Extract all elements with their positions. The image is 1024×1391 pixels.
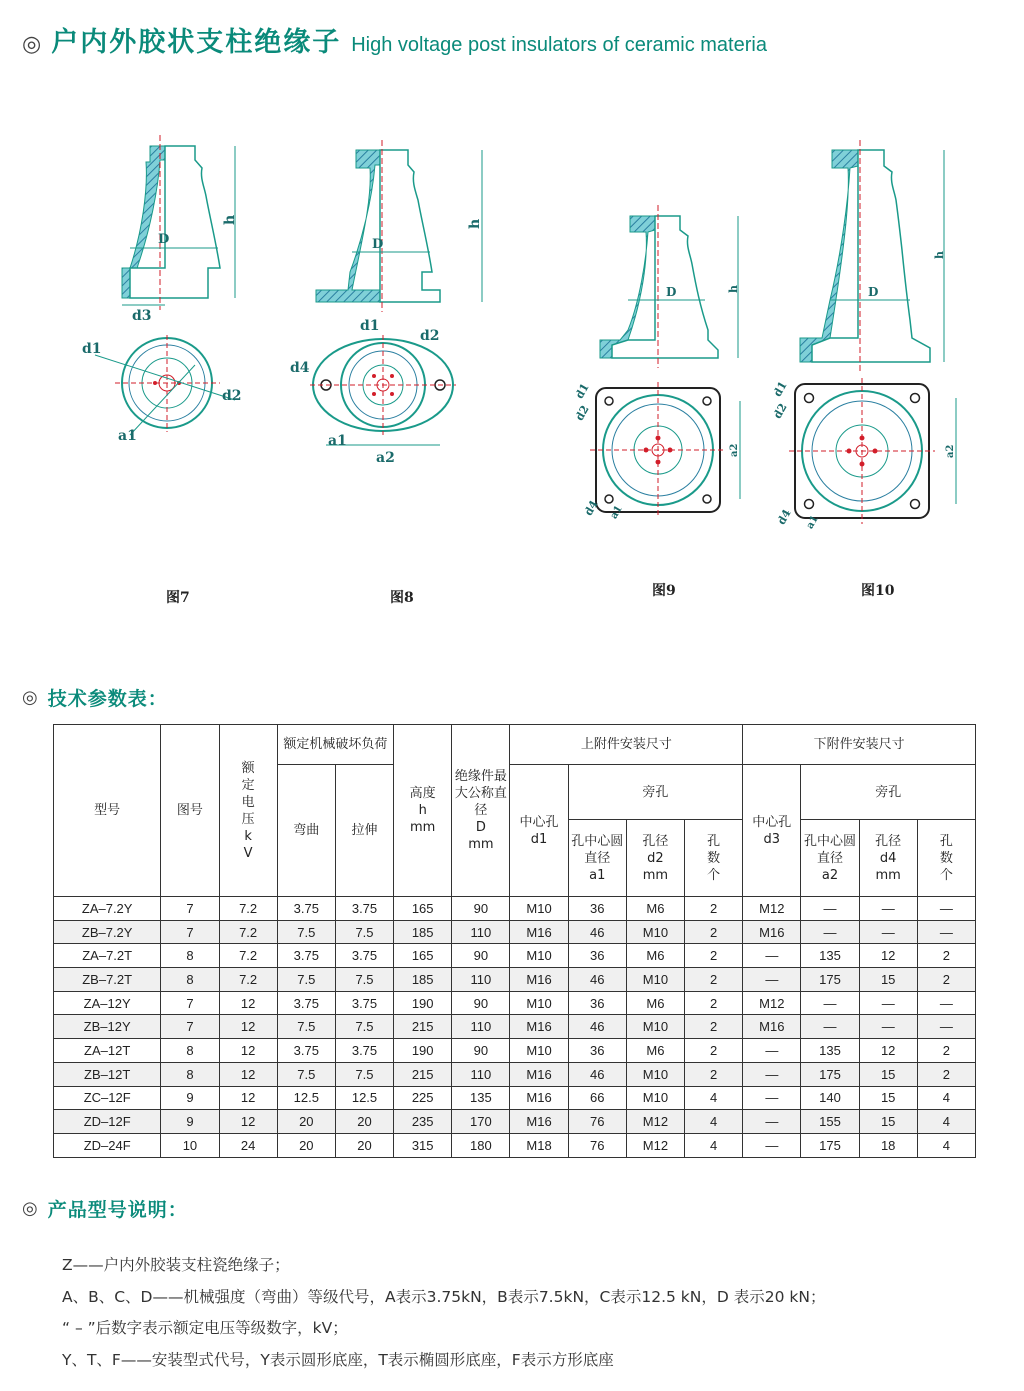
table-cell: M16 — [510, 1015, 568, 1039]
header-center-hole-d3: 中心孔 d3 — [743, 765, 801, 897]
header-circle-a1: 孔中心圆直径 a1 — [568, 820, 626, 897]
header-hole-d4: 孔径 d4 mm — [859, 820, 917, 897]
dimension-d4-label: d4 — [581, 498, 601, 518]
figure-9-drawing — [573, 205, 740, 521]
dimension-a2-label: a2 — [945, 444, 956, 458]
dimension-a1-label: a1 — [118, 428, 137, 444]
table-cell: 4 — [917, 1133, 975, 1157]
table-cell: ZA–7.2T — [54, 944, 161, 968]
header-lower-fitting: 下附件安装尺寸 — [743, 725, 976, 765]
table-cell: 90 — [452, 944, 510, 968]
table-cell: 7.2 — [219, 897, 277, 921]
header-hole-count-upper: 孔数个 — [685, 820, 743, 897]
table-cell: M16 — [510, 968, 568, 992]
dimension-D-label: D — [868, 285, 879, 299]
note-line: “ – ”后数字表示额定电压等级数字，kV； — [62, 1319, 348, 1337]
table-cell: 7.5 — [277, 968, 335, 992]
dimension-h-label: h — [467, 218, 483, 229]
table-cell: 315 — [394, 1133, 452, 1157]
table-cell: 3.75 — [277, 897, 335, 921]
table-cell: — — [743, 968, 801, 992]
model-section-heading — [22, 1195, 188, 1222]
dimension-D-label: D — [372, 237, 384, 252]
table-cell: 165 — [394, 944, 452, 968]
table-cell: 36 — [568, 897, 626, 921]
insulator-drawings — [0, 100, 1024, 640]
table-cell: 9 — [161, 1086, 219, 1110]
table-cell: ZA–7.2Y — [54, 897, 161, 921]
table-cell: M16 — [510, 920, 568, 944]
table-cell: ZD–12F — [54, 1110, 161, 1134]
header-model: 型号 — [54, 725, 161, 897]
table-cell: 155 — [801, 1110, 859, 1134]
spec-section-heading — [22, 684, 168, 711]
table-cell: ZD–24F — [54, 1133, 161, 1157]
table-cell: 2 — [685, 1015, 743, 1039]
dimension-h-label: h — [933, 251, 946, 259]
table-cell: — — [859, 920, 917, 944]
table-row — [54, 1015, 976, 1039]
table-cell: 8 — [161, 968, 219, 992]
header-center-hole-d1: 中心孔 d1 — [510, 765, 568, 897]
table-cell: 7.5 — [335, 1062, 393, 1086]
table-cell: 7.5 — [277, 920, 335, 944]
table-cell: 20 — [277, 1110, 335, 1134]
header-voltage: 额定电压kV — [219, 725, 277, 897]
table-cell: 36 — [568, 991, 626, 1015]
table-cell: 15 — [859, 968, 917, 992]
table-cell: M16 — [510, 1110, 568, 1134]
header-height: 高度 h mm — [394, 725, 452, 897]
table-cell: M10 — [626, 920, 684, 944]
header-hole-d2: 孔径 d2 mm — [626, 820, 684, 897]
table-cell: — — [801, 991, 859, 1015]
table-cell: 18 — [859, 1133, 917, 1157]
figure-10-drawing — [771, 140, 956, 531]
bullet-icon: ◎ — [22, 687, 38, 708]
header-circle-a2: 孔中心圆直径 a2 — [801, 820, 859, 897]
table-cell: 110 — [452, 920, 510, 944]
table-row — [54, 991, 976, 1015]
page-header — [22, 20, 767, 59]
page-title-english: High voltage post insulators of ceramic materia — [351, 34, 767, 56]
dimension-d2-label: d2 — [222, 388, 242, 404]
table-cell: 24 — [219, 1133, 277, 1157]
dimension-d4-label: d4 — [290, 360, 310, 376]
table-cell: ZA–12T — [54, 1039, 161, 1063]
table-cell: 4 — [685, 1110, 743, 1134]
dimension-d-label: d1 — [360, 318, 380, 334]
table-row — [54, 1086, 976, 1110]
table-cell: — — [743, 1110, 801, 1134]
table-cell: 2 — [917, 944, 975, 968]
table-cell: 135 — [452, 1086, 510, 1110]
table-cell: 135 — [801, 1039, 859, 1063]
dimension-a1-label: a1 — [608, 503, 625, 521]
table-cell: — — [917, 991, 975, 1015]
table-row — [54, 1133, 976, 1157]
table-cell: 12 — [219, 1086, 277, 1110]
dimension-d4-label: d4 — [774, 507, 794, 527]
dimension-a2-label: a2 — [729, 443, 740, 457]
table-row — [54, 1039, 976, 1063]
note-line: Y、T、F——安装型式代号，Y表示圆形底座，T表示椭圆形底座，F表示方形底座 — [62, 1350, 614, 1369]
figure-8-caption: 图8 — [390, 590, 414, 606]
table-cell: 20 — [277, 1133, 335, 1157]
table-cell: ZB–12Y — [54, 1015, 161, 1039]
table-cell: 4 — [685, 1133, 743, 1157]
table-cell: M12 — [626, 1133, 684, 1157]
dimension-D-label: D — [158, 232, 170, 247]
table-cell: 90 — [452, 1039, 510, 1063]
table-cell: M18 — [510, 1133, 568, 1157]
dimension-d2-label: d2 — [572, 403, 592, 423]
table-cell: 225 — [394, 1086, 452, 1110]
header-figure: 图号 — [161, 725, 219, 897]
table-cell: 15 — [859, 1086, 917, 1110]
table-cell: 20 — [335, 1110, 393, 1134]
header-diameter: 绝缘件最大公称直径 D mm — [452, 725, 510, 897]
table-cell: — — [917, 897, 975, 921]
table-cell: 3.75 — [277, 991, 335, 1015]
table-cell: 3.75 — [277, 944, 335, 968]
spec-section-title: 技术参数表： — [47, 688, 168, 710]
table-cell: 46 — [568, 920, 626, 944]
table-cell: 2 — [685, 968, 743, 992]
table-cell: M10 — [510, 1039, 568, 1063]
table-cell: 190 — [394, 1039, 452, 1063]
dimension-D-label: D — [666, 285, 677, 299]
figure-10-caption: 图10 — [861, 583, 895, 599]
table-cell: M6 — [626, 991, 684, 1015]
table-cell: 8 — [161, 1062, 219, 1086]
table-cell: 110 — [452, 1015, 510, 1039]
table-cell: 4 — [685, 1086, 743, 1110]
table-cell: 76 — [568, 1110, 626, 1134]
header-tension: 拉伸 — [335, 765, 393, 897]
table-cell: M10 — [510, 991, 568, 1015]
dimension-h-label: h — [727, 285, 740, 293]
table-cell: 4 — [917, 1110, 975, 1134]
figure-9-caption: 图9 — [652, 583, 676, 599]
figure-7-drawing — [82, 135, 242, 444]
table-cell: 190 — [394, 991, 452, 1015]
table-cell: 185 — [394, 968, 452, 992]
table-cell: M10 — [626, 968, 684, 992]
table-cell: — — [743, 1086, 801, 1110]
table-cell: M12 — [743, 991, 801, 1015]
table-cell: 15 — [859, 1110, 917, 1134]
header-upper-fitting: 上附件安装尺寸 — [510, 725, 743, 765]
header-hole-count-lower: 孔数个 — [917, 820, 975, 897]
table-row — [54, 1110, 976, 1134]
table-cell: M10 — [626, 1062, 684, 1086]
table-cell: 46 — [568, 1062, 626, 1086]
table-cell: — — [859, 897, 917, 921]
table-cell: 4 — [917, 1086, 975, 1110]
table-cell: ZA–12Y — [54, 991, 161, 1015]
table-cell: 2 — [685, 920, 743, 944]
table-cell: 140 — [801, 1086, 859, 1110]
table-cell: 8 — [161, 944, 219, 968]
dimension-d2-label: d2 — [770, 401, 790, 421]
figure-7-caption: 图7 — [166, 590, 190, 606]
table-cell: 7.5 — [277, 1062, 335, 1086]
table-cell: 7.5 — [277, 1015, 335, 1039]
dimension-d3-label: d3 — [132, 308, 152, 324]
table-cell: 3.75 — [335, 1039, 393, 1063]
table-cell: 2 — [685, 944, 743, 968]
table-cell: 235 — [394, 1110, 452, 1134]
table-cell: 2 — [685, 897, 743, 921]
table-row — [54, 944, 976, 968]
table-cell: 110 — [452, 968, 510, 992]
table-cell: 76 — [568, 1133, 626, 1157]
table-cell: M16 — [743, 920, 801, 944]
table-cell: 7 — [161, 1015, 219, 1039]
table-cell: 20 — [335, 1133, 393, 1157]
table-cell: 7.5 — [335, 1015, 393, 1039]
model-section-title: 产品型号说明： — [47, 1199, 188, 1221]
header-bend: 弯曲 — [277, 765, 335, 897]
spec-table — [53, 724, 976, 1158]
table-cell: 7 — [161, 991, 219, 1015]
table-cell: ZB–7.2Y — [54, 920, 161, 944]
table-cell: 12.5 — [335, 1086, 393, 1110]
dimension-h-label: h — [222, 214, 238, 225]
table-cell: 12 — [219, 991, 277, 1015]
table-cell: 7.2 — [219, 968, 277, 992]
bullet-icon: ◎ — [22, 32, 42, 57]
table-cell: — — [743, 944, 801, 968]
table-cell: 110 — [452, 1062, 510, 1086]
table-cell: 12 — [219, 1015, 277, 1039]
note-line: A、B、C、D——机械强度（弯曲）等级代号，A表示3.75kN，B表示7.5kN，C表示12.5 kN，D 表示20 kN； — [62, 1287, 826, 1306]
table-cell: 175 — [801, 968, 859, 992]
table-cell: — — [801, 920, 859, 944]
table-cell: M10 — [626, 1015, 684, 1039]
table-cell: M6 — [626, 1039, 684, 1063]
table-cell: 175 — [801, 1133, 859, 1157]
table-row — [54, 968, 976, 992]
table-cell: 10 — [161, 1133, 219, 1157]
page-title: 户内外胶状支柱绝缘子 — [51, 27, 342, 58]
table-cell: 2 — [685, 1039, 743, 1063]
table-cell: 7 — [161, 920, 219, 944]
table-cell: 185 — [394, 920, 452, 944]
table-cell: 12 — [219, 1110, 277, 1134]
dimension-d1-label: d1 — [82, 341, 102, 357]
table-cell: 7.5 — [335, 968, 393, 992]
table-cell: ZB–12T — [54, 1062, 161, 1086]
table-cell: M12 — [626, 1110, 684, 1134]
table-cell: M16 — [510, 1062, 568, 1086]
table-cell: 7.5 — [335, 920, 393, 944]
model-notes — [62, 1250, 825, 1376]
table-cell: 9 — [161, 1110, 219, 1134]
table-cell: 12.5 — [277, 1086, 335, 1110]
table-cell: — — [917, 920, 975, 944]
table-cell: 215 — [394, 1015, 452, 1039]
figure-8-drawing — [290, 140, 483, 466]
table-cell: — — [859, 991, 917, 1015]
dimension-a2-label: a2 — [376, 450, 395, 466]
table-cell: 180 — [452, 1133, 510, 1157]
table-cell: M10 — [510, 897, 568, 921]
table-cell: 2 — [685, 1062, 743, 1086]
table-cell: 90 — [452, 991, 510, 1015]
table-cell: 215 — [394, 1062, 452, 1086]
dimension-d1-label: d1 — [572, 381, 592, 401]
table-cell: 7.2 — [219, 944, 277, 968]
table-cell: M10 — [510, 944, 568, 968]
table-cell: 2 — [917, 1062, 975, 1086]
table-cell: 36 — [568, 944, 626, 968]
table-row — [54, 1062, 976, 1086]
header-side-hole-lower: 旁孔 — [801, 765, 976, 820]
table-cell: M12 — [743, 897, 801, 921]
table-cell: M10 — [626, 1086, 684, 1110]
table-cell: M16 — [743, 1015, 801, 1039]
table-cell: 170 — [452, 1110, 510, 1134]
table-cell: 90 — [452, 897, 510, 921]
dimension-d2-label: d2 — [420, 328, 440, 344]
table-cell: 46 — [568, 1015, 626, 1039]
table-cell: 12 — [219, 1039, 277, 1063]
table-cell: ZB–7.2T — [54, 968, 161, 992]
dimension-d1-label: d1 — [770, 379, 790, 399]
table-cell: 2 — [917, 1039, 975, 1063]
table-cell: M16 — [510, 1086, 568, 1110]
header-side-hole-upper: 旁孔 — [568, 765, 743, 820]
dimension-a1-label: a1 — [804, 513, 821, 531]
table-cell: — — [743, 1062, 801, 1086]
table-cell: 46 — [568, 968, 626, 992]
note-line: Z——户内外胶装支柱瓷绝缘子； — [62, 1256, 290, 1274]
table-cell: 12 — [859, 944, 917, 968]
table-cell: 36 — [568, 1039, 626, 1063]
table-cell: 2 — [917, 968, 975, 992]
table-cell: — — [801, 1015, 859, 1039]
dimension-a1-label: a1 — [328, 433, 347, 449]
table-cell: M6 — [626, 944, 684, 968]
table-cell: 165 — [394, 897, 452, 921]
table-cell: M6 — [626, 897, 684, 921]
table-cell: ZC–12F — [54, 1086, 161, 1110]
table-cell: — — [917, 1015, 975, 1039]
table-cell: 3.75 — [335, 991, 393, 1015]
table-cell: — — [743, 1133, 801, 1157]
table-cell: 15 — [859, 1062, 917, 1086]
table-cell: 135 — [801, 944, 859, 968]
header-load: 额定机械破坏负荷 — [277, 725, 393, 765]
table-cell: 7.2 — [219, 920, 277, 944]
table-cell: 3.75 — [277, 1039, 335, 1063]
table-cell: — — [743, 1039, 801, 1063]
table-cell: — — [801, 897, 859, 921]
table-cell: 175 — [801, 1062, 859, 1086]
bullet-icon: ◎ — [22, 1198, 38, 1219]
table-cell: 3.75 — [335, 944, 393, 968]
table-cell: 12 — [859, 1039, 917, 1063]
table-cell: — — [859, 1015, 917, 1039]
table-cell: 2 — [685, 991, 743, 1015]
table-cell: 66 — [568, 1086, 626, 1110]
table-cell: 8 — [161, 1039, 219, 1063]
table-cell: 3.75 — [335, 897, 393, 921]
spec-table-body — [54, 897, 976, 1158]
table-row — [54, 897, 976, 921]
table-row — [54, 920, 976, 944]
table-cell: 7 — [161, 897, 219, 921]
table-cell: 12 — [219, 1062, 277, 1086]
